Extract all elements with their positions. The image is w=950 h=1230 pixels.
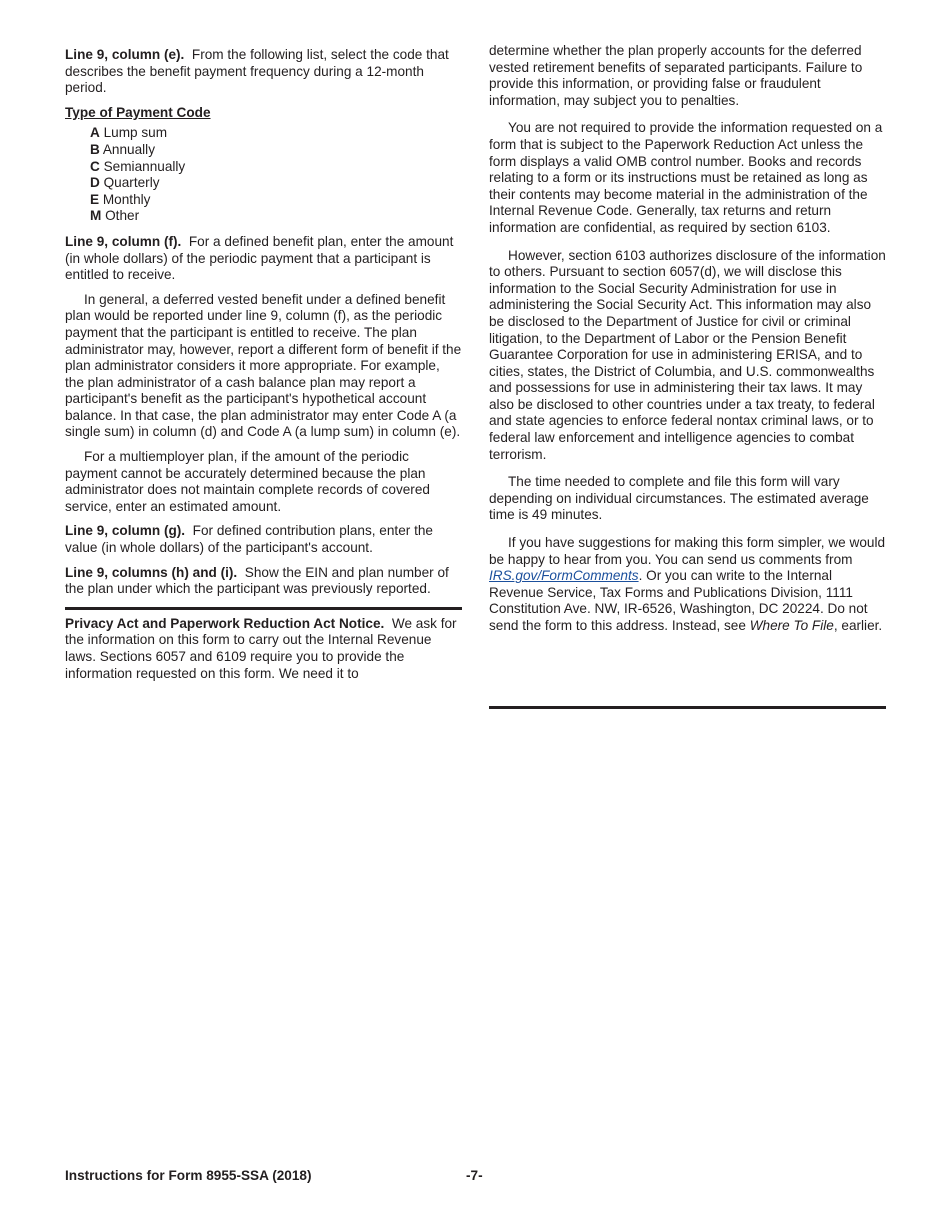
payment-code-label: Quarterly [103,175,160,191]
suggestions-paragraph [489,535,886,635]
line-9hi-text: Show the EIN and plan number of the plan under which the participant was previously reported. [65,564,449,597]
line-9e-paragraph [65,47,462,97]
payment-code-label: Other [105,208,140,224]
payment-code: A [90,125,100,141]
privacy-act-heading: Privacy Act and Paperwork Reduction Act Notice. [65,615,385,631]
line-9f-text: For a defined benefit plan, enter the amount (in whole dollars) of the periodic payment that a participant is entitled to receive. [65,233,454,283]
payment-code-item [90,125,462,142]
disclosure-paragraph: However, section 6103 authorizes disclosure of the information to others. Pursuant to section 6057(d), we will disclose this information to the Social Security Administration for use in administering the Social Security Act. This information may also be disclosed to the Department of Justice for civil or criminal litigation, to the Department of Labor or the Pension Benefit Guarantee Corporation for use in administering ERISA, and to cities, states, the District of Columbia, and U.S. commonwealths and possessions for use in administering their tax laws. It may also be disclosed to other countries under a tax treaty, to federal and state agencies to enforce federal nontax criminal laws, or to federal law enforcement and intelligence agencies to combat terrorism. [489,247,886,462]
line-9f-heading: Line 9, column (f). [65,233,182,249]
omb-control-paragraph: You are not required to provide the information requested on a form that is subject to the Paperwork Reduction Act unless the form displays a valid OMB control number. Books and records relating to a form or its instructions must be retained as long as their contents may become material in the administration of the Internal Revenue Code. Generally, tax returns and return information are confidential, as required by section 6103. [489,120,883,235]
line-9g-paragraph [65,523,462,556]
payment-code: D [90,175,100,191]
line-9hi-heading: Line 9, columns (h) and (i). [65,564,238,580]
payment-code-item [90,142,462,159]
payment-code-label: Monthly [102,191,151,207]
line-9g-heading: Line 9, column (g). [65,523,186,539]
privacy-act-text: We ask for the information on this form to carry out the Internal Revenue laws. Sections 6057 and 6109 require you to provide the information requested on this form. We need it to [65,615,457,681]
section-divider [65,607,462,610]
line-9g-text: For defined contribution plans, enter the value (in whole dollars) of the participant's account. [65,523,433,556]
payment-code: B [90,141,100,157]
privacy-continued-paragraph: determine whether the plan properly accounts for the deferred vested retirement benefits of separated participants. Failure to provide this information, or providing false or fraudulent information, may subject you to penalties. [489,43,863,108]
left-column [65,47,462,682]
footer-form-title: Instructions for Form 8955-SSA (2018) [65,1168,312,1183]
payment-code-item [90,159,462,176]
payment-code-label: Lump sum [103,125,168,141]
payment-code: E [90,191,100,207]
time-estimate-paragraph: The time needed to complete and file this form will vary depending on individual circumstances. The estimated average time is 49 minutes. [489,474,869,523]
line-9f-paragraph [65,234,462,284]
where-to-file-reference: Where To File [749,618,834,633]
payment-code-label: Annually [102,141,156,157]
page-number: -7- [466,1168,483,1183]
line-9e-heading: Line 9, column (e). [65,47,185,62]
payment-code-list [90,125,462,225]
line-9hi-paragraph [65,565,462,598]
end-divider [489,706,886,709]
line-9e-text: From the following list, select the code that describes the benefit payment frequency during a 12-month period. [65,47,449,96]
payment-code-item [90,208,462,225]
form-comments-link[interactable]: IRS.gov/FormComments [489,568,639,584]
multiemployer-paragraph: For a multiemployer plan, if the amount of the periodic payment cannot be accurately determined because the plan administrator does not maintain complete records of covered service, enter an estimated amount. [65,449,430,514]
privacy-act-paragraph [65,616,462,682]
suggestions-text-start: If you have suggestions for making this form simpler, we would be happy to hear from you. You can send us comments from [489,535,886,567]
right-column [489,43,886,646]
payment-code-item [90,192,462,209]
suggestions-text-end: , earlier. [833,618,883,633]
suggestions-text-middle: . Or you can write to the Internal Revenue Service, Tax Forms and Publications Division, 1111 Constitution Ave. NW, IR-6526, Washington, DC 20224. Do not send the form to this address. Instead, see [489,568,868,633]
payment-code: C [90,158,100,174]
payment-code: M [90,208,102,224]
deferred-benefit-paragraph: In general, a deferred vested benefit under a defined benefit plan would be reported under line 9, column (f), as the periodic payment that the participant is entitled to receive. The plan administrator may, however, report a different form of benefit if the plan administrator considers it more appropriate. For example, the plan administrator of a cash balance plan may report a participant's benefit as the participant's hypothetical account balance. In that case, the plan administrator may enter Code A (a single sum) in column (d) and Code A (a lump sum) in column (e). [65,291,462,440]
payment-code-item [90,175,462,192]
payment-code-table-title: Type of Payment Code [65,104,211,120]
payment-code-label: Semiannually [103,158,186,174]
